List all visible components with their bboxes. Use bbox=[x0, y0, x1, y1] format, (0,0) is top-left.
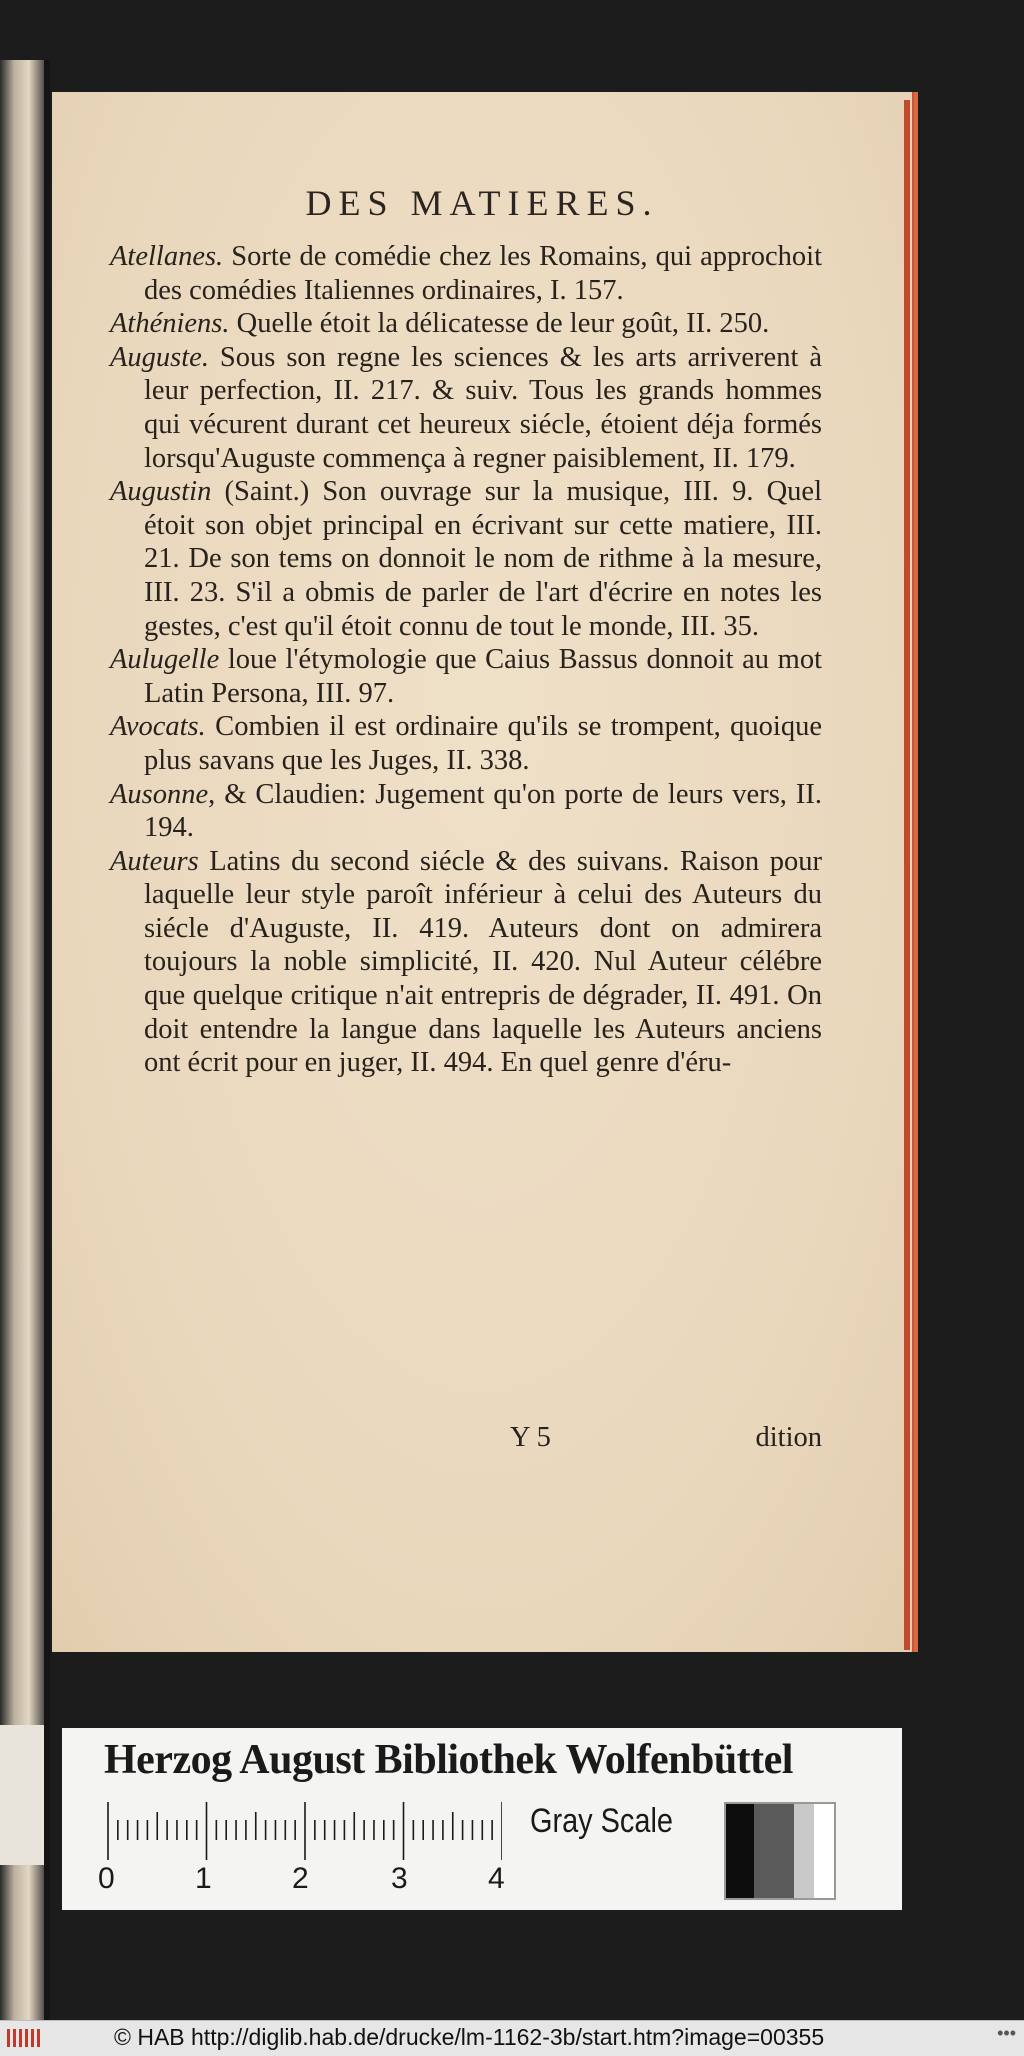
entry-text: Sous son regne les sciences & les arts arriverent à leur perfection, II. 217. & suiv. Tous les grands hommes qui vécurent durant cet heureux siécle, étoient déja formés lorsqu'Auguste commença à regner paisiblement, II. 179. bbox=[144, 341, 822, 474]
ruler-numbers bbox=[98, 1862, 518, 1902]
entry-term: Ausonne bbox=[110, 778, 209, 810]
entry-text: Sorte de comédie chez les Romains, qui approchoit des comédies Italiennes ordinaires, I. 157. bbox=[144, 241, 822, 306]
entry-term: Aulugelle bbox=[110, 644, 220, 676]
index-entries bbox=[110, 240, 822, 1080]
index-entry bbox=[110, 778, 822, 845]
entry-text: Latins du second siécle & des suivans. Raison pour laquelle leur style paroît inférieur à celui des Auteurs du siécle d'Auguste, II. 419. Auteurs dont on admirera toujours la noble simplicité, II. 420. Nul Auteur célébre que quelque critique n'ait entrepris de dégrader, II. 491. On doit entendre la langue dans laquelle les Auteurs anciens ont écrit pour en juger, II. 494. En quel genre d'éru- bbox=[144, 845, 822, 1079]
entry-term: Auteurs bbox=[110, 845, 199, 877]
adjacent-page-edge bbox=[0, 60, 48, 2020]
source-url-text[interactable]: © HAB http://diglib.hab.de/drucke/lm-1162-3b/start.htm?image=00355 bbox=[114, 2024, 825, 2050]
entry-term: Avocats. bbox=[110, 711, 206, 743]
swatch-dark-gray bbox=[754, 1804, 794, 1898]
entry-term: Atellanes. bbox=[110, 241, 224, 272]
status-bar bbox=[0, 2020, 1024, 2056]
index-entry bbox=[110, 240, 822, 307]
page-heading: DES MATIERES. bbox=[305, 183, 659, 223]
entry-text: loue l'étymologie que Caius Bassus donnoit au mot Latin Persona, III. 97. bbox=[144, 644, 822, 709]
page-edge bbox=[904, 100, 910, 1650]
ruler-number: 0 bbox=[98, 1862, 115, 1895]
more-menu-icon[interactable]: ••• bbox=[997, 2023, 1016, 2043]
index-entry bbox=[110, 307, 822, 341]
entry-text: , & Claudien: Jugement qu'on porte de leurs vers, II. 194. bbox=[144, 778, 822, 844]
gray-scale-label: Gray Scale bbox=[530, 1802, 673, 1840]
ruler-number: 3 bbox=[391, 1862, 408, 1895]
index-entry bbox=[110, 475, 822, 643]
ruler-scale bbox=[102, 1800, 502, 1860]
catchword: dition bbox=[755, 1422, 822, 1453]
color-reference-card bbox=[62, 1728, 902, 1910]
book-page bbox=[52, 92, 912, 1652]
index-entry bbox=[110, 845, 822, 1080]
entry-term: Athéniens. bbox=[110, 308, 230, 340]
hab-logo-icon bbox=[6, 2027, 46, 2049]
entry-text: (Saint.) Son ouvrage sur la musique, III. 9. Quel étoit son objet principal en écrivant sur cette matiere, III. 21. De son tems on donnoit le nom de rithme à la mesure, III. 23. S'il a obmis de parler de l'art d'écrire en notes les gestes, c'est qu'il étoit connu de tout le monde, III. 35. bbox=[144, 476, 822, 642]
gray-swatches bbox=[724, 1802, 836, 1900]
swatch-black bbox=[726, 1804, 754, 1898]
swatch-light-gray bbox=[794, 1804, 814, 1898]
entry-text: Combien il est ordinaire qu'ils se trompent, quoique plus savans que les Juges, II. 338. bbox=[144, 711, 822, 776]
ruler-number: 4 bbox=[488, 1862, 505, 1895]
library-name: Herzog August Bibliothek Wolfenbüttel bbox=[104, 1737, 793, 1783]
signature-mark: Y 5 bbox=[510, 1422, 551, 1453]
entry-term: Augustin bbox=[110, 476, 212, 508]
index-entry bbox=[110, 643, 822, 710]
entry-term: Auguste. bbox=[110, 341, 209, 373]
swatch-white bbox=[814, 1804, 834, 1898]
index-entry bbox=[110, 710, 822, 777]
index-entry bbox=[110, 341, 822, 475]
entry-text: Quelle étoit la délicatesse de leur goût, II. 250. bbox=[229, 308, 770, 340]
ruler-number: 2 bbox=[292, 1862, 309, 1895]
ruler-number: 1 bbox=[195, 1862, 212, 1895]
